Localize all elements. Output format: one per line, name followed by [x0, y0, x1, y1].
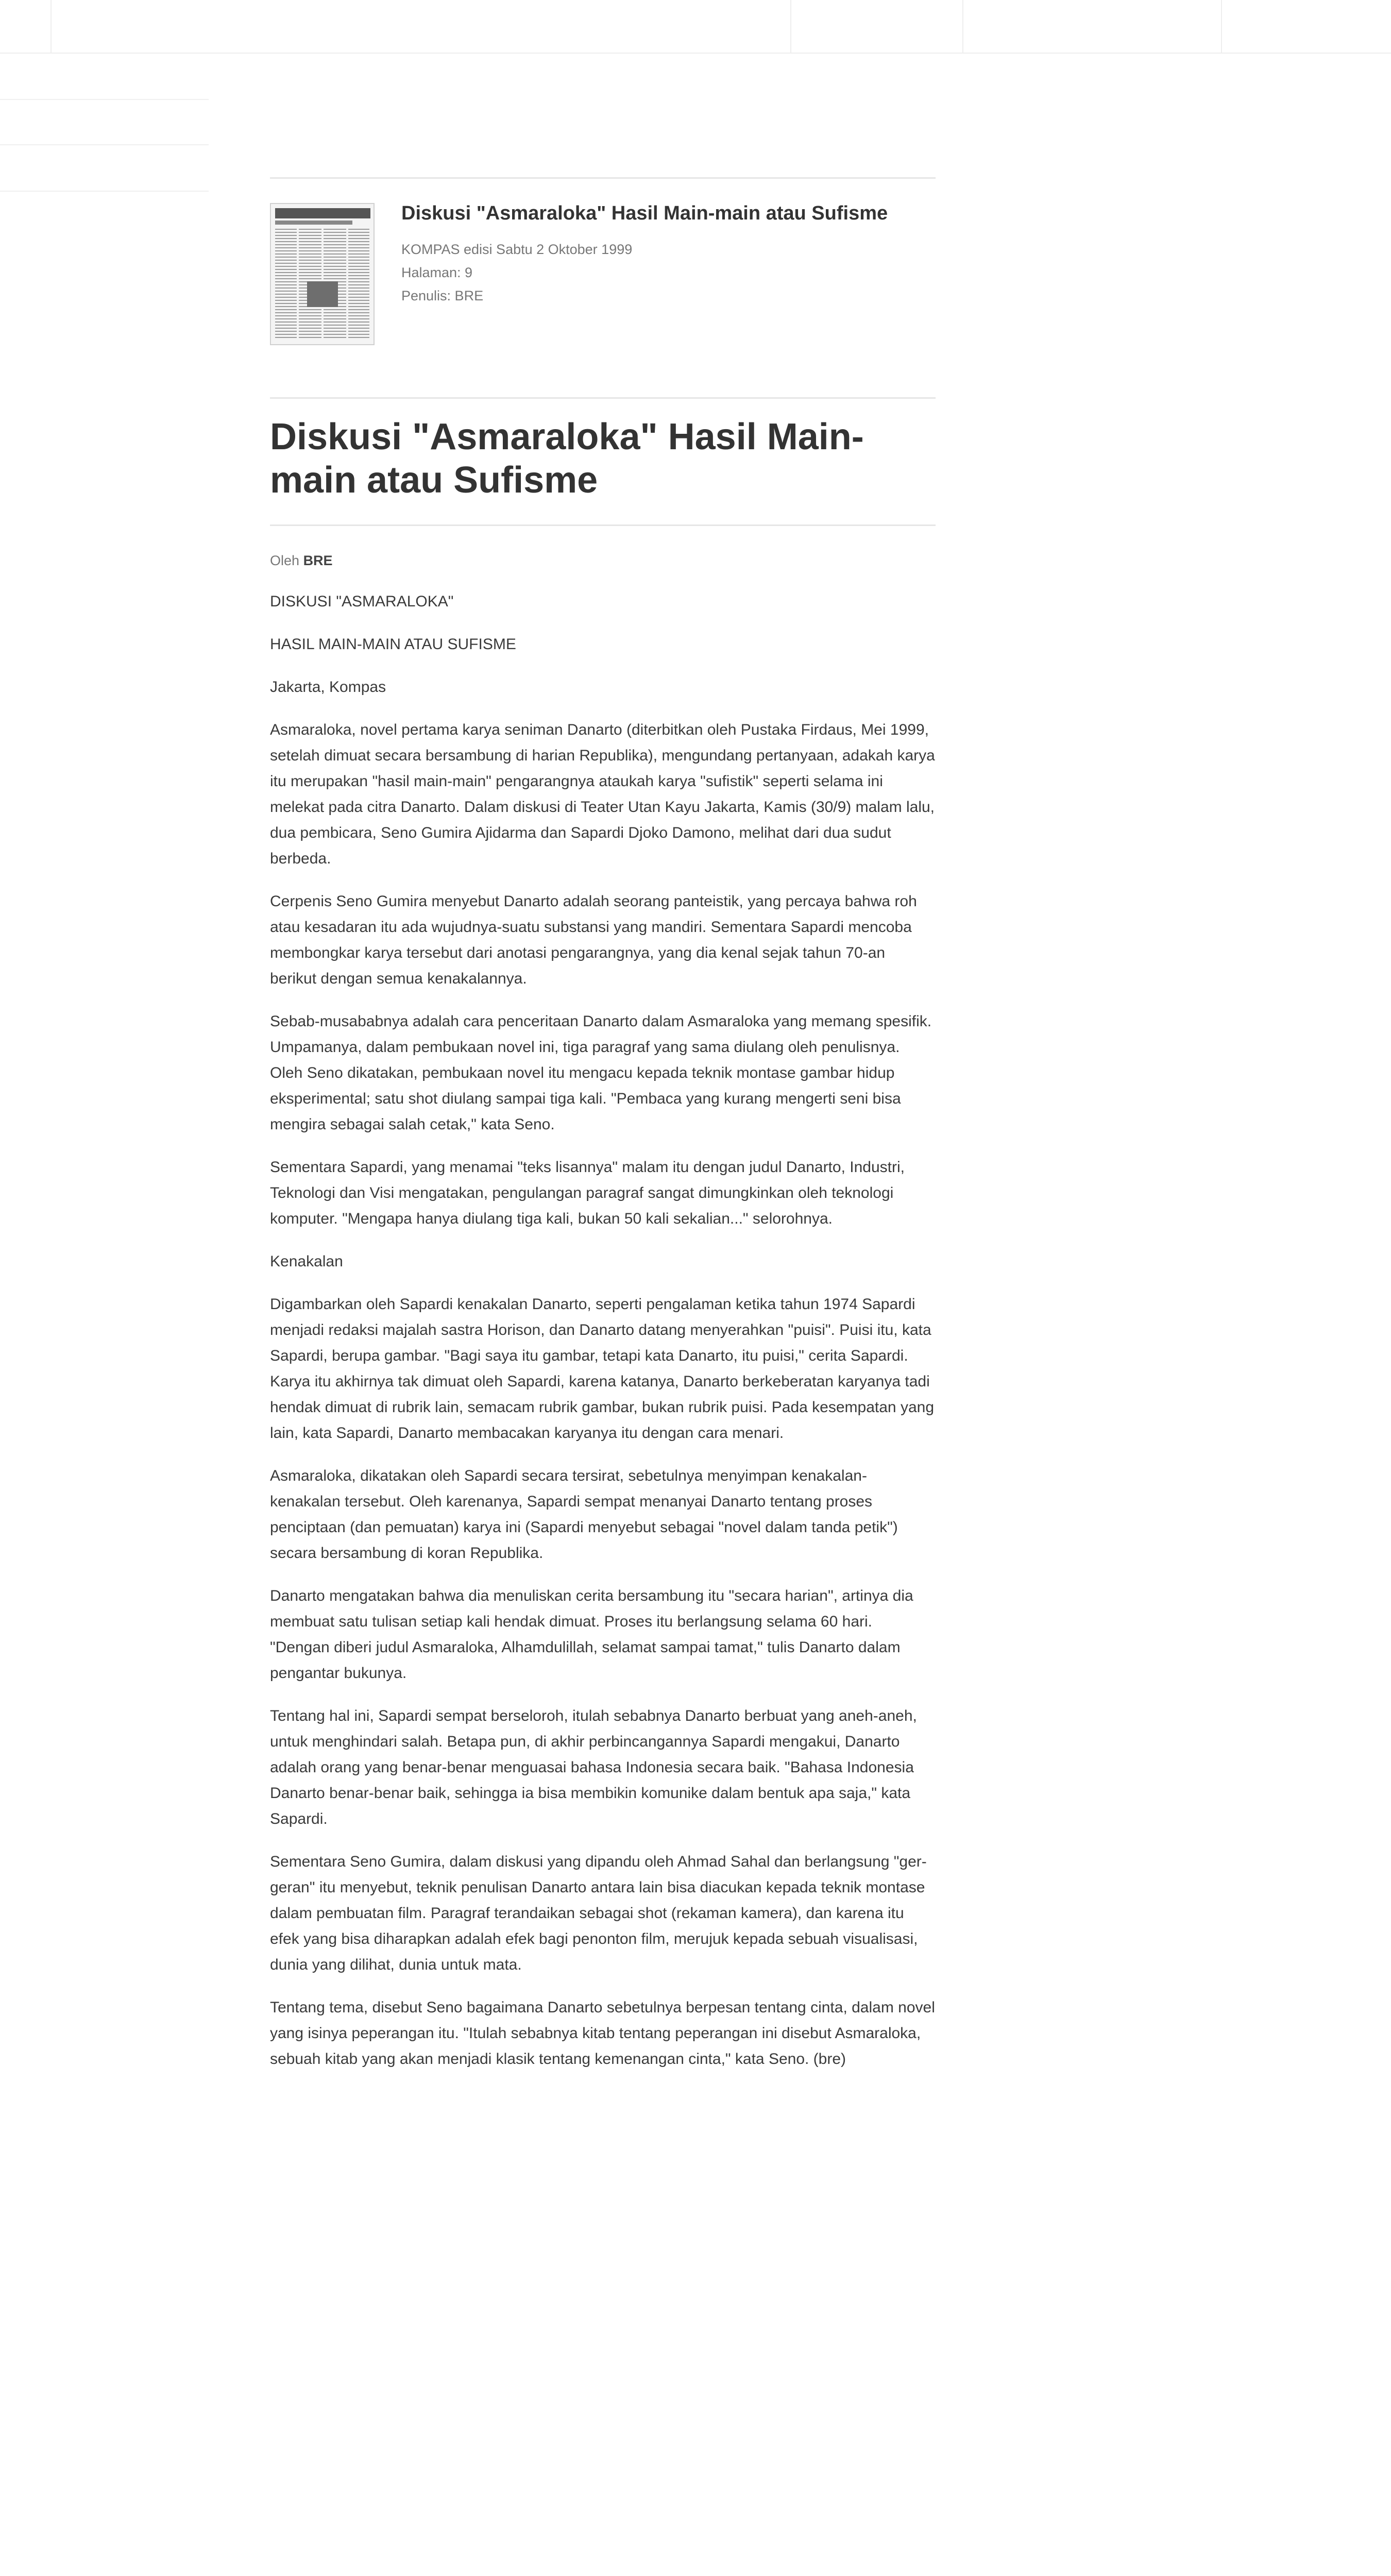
- article-paragraph: Tentang tema, disebut Seno bagaimana Danarto sebetulnya berpesan tentang cinta, dalam novel yang isinya peperangan itu. "Itulah sebabnya kitab tentang peperangan ini disebut Asmaraloka, sebuah kitab yang akan menjadi klasik tentang kemenangan cinta," kata Seno. (bre): [270, 1999, 935, 2067]
- byline-prefix: Oleh: [270, 553, 300, 568]
- article-paragraph: Danarto mengatakan bahwa dia menuliskan cerita bersambung itu "secara harian", artinya dia membuat satu tulisan setiap kali hendak dimuat. Proses itu berlangsung selama 60 hari. "Dengan diberi judul Asmaraloka, Alhamdulillah, selamat sampai tamat," tulis Danarto dalam pengantar bukunya.: [270, 1587, 913, 1682]
- article-body: [270, 589, 936, 2089]
- card-top-divider: [270, 177, 936, 179]
- card-author: Penulis: BRE: [401, 288, 484, 303]
- newspaper-page-thumbnail[interactable]: [270, 203, 375, 345]
- article-paragraph: Sebab-musababnya adalah cara penceritaan Danarto dalam Asmaraloka yang memang spesifik. Umpamanya, dalam pembukaan novel ini, tiga paragraf yang sama diulang oleh penulisnya. Oleh Seno dikatakan, pembukaan novel itu mengacu kepada teknik montase gambar hidup eksperimental; satu shot diulang sampai tiga kali. "Pembaca yang kurang mengerti seni bisa mengira sebagai salah cetak," kata Seno.: [270, 1013, 932, 1133]
- card-page: Halaman: 9: [401, 265, 473, 280]
- card-edition: KOMPAS edisi Sabtu 2 Oktober 1999: [401, 242, 633, 257]
- nav-divider: [1221, 0, 1222, 54]
- article-headline: Diskusi "Asmaraloka" Hasil Main-main atau Sufisme: [270, 416, 864, 501]
- byline-author: BRE: [303, 553, 333, 568]
- sidebar-divider: [0, 191, 209, 192]
- article-paragraph: HASIL MAIN-MAIN ATAU SUFISME: [270, 636, 516, 653]
- article-paragraph: Jakarta, Kompas: [270, 679, 386, 696]
- nav-divider: [790, 0, 791, 54]
- article-paragraph: Sementara Sapardi, yang menamai "teks lisannya" malam itu dengan judul Danarto, Industri, Teknologi dan Visi mengatakan, pengulangan paragraf sangat dimungkinkan oleh teknologi komputer. "Mengapa hanya diulang tiga kali, bukan 50 kali sekalian..." selorohnya.: [270, 1159, 905, 1227]
- sidebar-divider: [0, 144, 209, 145]
- headline-top-divider: [270, 397, 936, 399]
- article-paragraph: Sementara Seno Gumira, dalam diskusi yang dipandu oleh Ahmad Sahal dan berlangsung "ger-geran" itu menyebut, teknik penulisan Danarto antara lain bisa diacukan kepada teknik montase dalam pembuatan film. Paragraf terandaikan sebagai shot (rekaman kamera), dan karena itu efek yang bisa diharapkan adalah efek bagi penonton film, merujuk kepada sebuah visualisasi, dunia yang dilihat, dunia untuk mata.: [270, 1853, 927, 1973]
- article-subheading: Kenakalan: [270, 1253, 343, 1270]
- top-navigation-bar: [0, 0, 1391, 54]
- byline: [270, 553, 333, 569]
- article-paragraph: Asmaraloka, novel pertama karya seniman Danarto (diterbitkan oleh Pustaka Firdaus, Mei 1999, setelah dimuat secara bersambung di harian Republika), mengundang pertanyaan, adakah karya itu merupakan "hasil main-main" pengarangnya ataukah karya "sufistik" seperti selama ini melekat pada citra Danarto. Dalam diskusi di Teater Utan Kayu Jakarta, Kamis (30/9) malam lalu, dua pembicara, Seno Gumira Ajidarma dan Sapardi Djoko Damono, melihat dari dua sudut berbeda.: [270, 721, 935, 867]
- nav-divider: [50, 0, 52, 54]
- headline-bottom-divider: [270, 524, 936, 526]
- article-paragraph: Tentang hal ini, Sapardi sempat berseloroh, itulah sebabnya Danarto berbuat yang aneh-aneh, untuk menghindari salah. Betapa pun, di akhir perbincangannya Sapardi mengakui, Danarto adalah orang yang benar-benar menguasai bahasa Indonesia secara baik. "Bahasa Indonesia Danarto benar-benar baik, sehingga ia bisa membikin komunike dalam bentuk apa saja," kata Sapardi.: [270, 1707, 917, 1827]
- article-paragraph: Digambarkan oleh Sapardi kenakalan Danarto, seperti pengalaman ketika tahun 1974 Sapardi menjadi redaksi majalah sastra Horison, dan Danarto datang menyerahkan "puisi". Puisi itu, kata Sapardi, berupa gambar. "Bagi saya itu gambar, tetapi kata Danarto, itu puisi," cerita Sapardi. Karya itu akhirnya tak dimuat oleh Sapardi, karena katanya, Danarto berkeberatan karyanya tadi hendak dimuat di rubrik lain, semacam rubrik gambar, bukan rubrik puisi. Pada kesempatan yang lain, kata Sapardi, Danarto membacakan karyanya itu dengan cara menari.: [270, 1296, 935, 1442]
- nav-divider: [962, 0, 963, 54]
- article-paragraph: Asmaraloka, dikatakan oleh Sapardi secara tersirat, sebetulnya menyimpan kenakalan-kenakalan tersebut. Oleh karenanya, Sapardi sempat menanyai Danarto tentang proses penciptaan (dan pemuatan) karya ini (Sapardi menyebut sebagai "novel dalam tanda petik") secara bersambung di koran Republika.: [270, 1467, 898, 1562]
- sidebar-divider: [0, 99, 209, 100]
- card-title[interactable]: Diskusi "Asmaraloka" Hasil Main-main atau Sufisme: [401, 202, 888, 224]
- article-paragraph: Cerpenis Seno Gumira menyebut Danarto adalah seorang panteistik, yang percaya bahwa roh atau kesadaran itu ada wujudnya-suatu substansi yang mandiri. Sementara Sapardi mencoba membongkar karya tersebut dari anotasi pengarangnya, yang dia kenal sejak tahun 70-an berikut dengan semua kenakalannya.: [270, 893, 917, 987]
- article-paragraph: DISKUSI "ASMARALOKA": [270, 593, 454, 610]
